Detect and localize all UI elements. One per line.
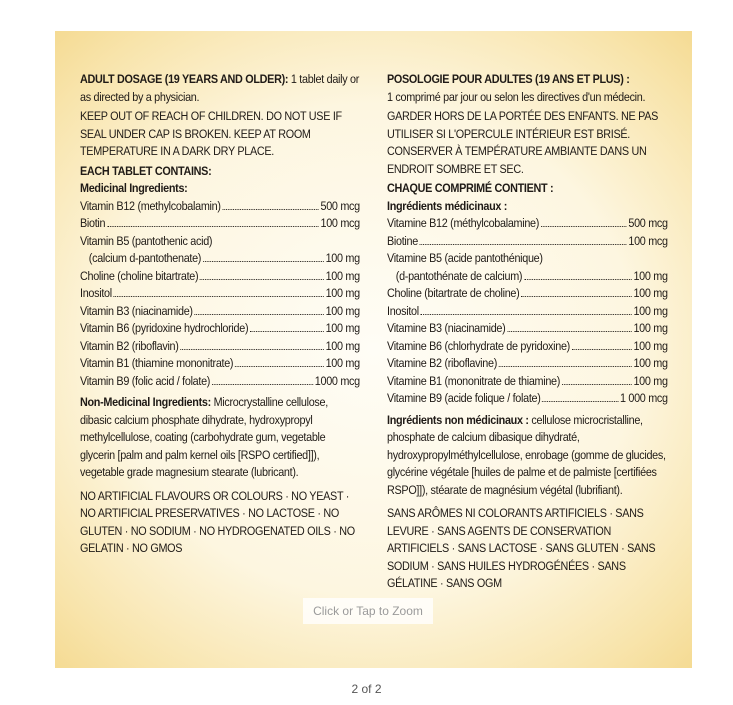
ingredient-amount: 1 000 mcg — [619, 391, 668, 405]
english-column — [80, 71, 360, 560]
dot-leader — [222, 209, 318, 210]
non-medicinal-heading: Ingrédients non médicinaux : — [387, 412, 529, 427]
ingredient-list — [387, 215, 668, 408]
dot-leader — [541, 226, 627, 227]
ingredient-name: Choline (bitartrate de choline) — [387, 286, 520, 300]
ingredient-amount: 100 mg — [633, 373, 668, 388]
dosage-heading: POSOLOGIE POUR ADULTES (19 ANS ET PLUS) : — [387, 72, 630, 86]
ingredient-list — [80, 198, 360, 391]
ingredient-name: Vitamine B12 (méthylcobalamine) — [387, 216, 540, 230]
non-medicinal-text: cellulose microcristalline, phosphate de calcium dibasique dihydraté, hydroxypropylméthylcellulose, enrobage (gomme de glucides, glycérine végétale [huiles de palme et de palmiste [certifiées RSPO]]), stéarate de magnésium végétal (lubrifiant). — [387, 412, 666, 497]
dot-leader — [562, 384, 632, 385]
ingredient-amount: 100 mg — [633, 356, 668, 370]
ingredient-row — [80, 268, 360, 286]
ingredient-name: Biotin — [80, 216, 106, 230]
ingredient-amount: 100 mg — [633, 303, 668, 318]
ingredient-amount: 100 mg — [633, 268, 668, 283]
ingredient-amount: 100 mcg — [628, 233, 668, 248]
ingredient-amount: 100 mg — [325, 286, 360, 300]
dot-leader — [542, 401, 618, 402]
dot-leader — [212, 384, 313, 385]
ingredient-row — [387, 250, 668, 268]
ingredient-row — [387, 320, 668, 338]
ingredient-amount: 100 mcg — [320, 216, 360, 230]
dosage-heading: ADULT DOSAGE (19 YEARS AND OLDER): — [80, 72, 289, 86]
ingredient-name: Vitamin B5 (pantothenic acid) — [80, 233, 213, 248]
dot-leader — [194, 314, 323, 315]
product-label-image[interactable] — [55, 31, 692, 668]
ingredient-amount: 500 mcg — [320, 198, 360, 213]
dot-leader — [420, 244, 627, 245]
ingredient-amount: 100 mg — [325, 338, 360, 353]
medicinal-heading: Medicinal Ingredients: — [80, 181, 188, 195]
ingredient-name: Vitamin B3 (niacinamide) — [80, 303, 193, 318]
warning-text: GARDER HORS DE LA PORTÉE DES ENFANTS. NE PAS UTILISER SI L'OPERCULE INTÉRIEUR EST BRISÉ. CONSERVER À TEMPÉRATURE AMBIANTE DANS UN ENDROIT SOMBRE ET SEC. — [387, 109, 659, 176]
ingredient-name: Choline (choline bitartrate) — [80, 268, 199, 283]
ingredient-name: Vitamin B1 (thiamine mononitrate) — [80, 356, 234, 370]
ingredient-name: Vitamin B12 (methylcobalamin) — [80, 198, 221, 213]
ingredient-row — [80, 285, 360, 303]
ingredient-row — [387, 233, 668, 251]
ingredient-name: Inositol — [80, 286, 112, 300]
dot-leader — [499, 366, 632, 367]
dot-leader — [200, 279, 324, 280]
ingredient-row — [80, 338, 360, 356]
ingredient-row — [387, 285, 668, 303]
ingredient-name: Vitamine B3 (niacinamide) — [387, 321, 506, 335]
free-from-text: SANS ARÔMES NI COLORANTS ARTIFICIELS · SANS LEVURE · SANS AGENTS DE CONSERVATION ARTIFICIELS · SANS LACTOSE · SANS GLUTEN · SANS SODIUM · SANS HUILES HYDROGÉNÉES · SANS GÉLATINE · SANS OGM — [387, 506, 656, 590]
ingredient-name: Inositol — [387, 303, 419, 318]
ingredient-row — [387, 355, 668, 373]
contains-heading: CHAQUE COMPRIMÉ CONTIENT : — [387, 181, 554, 195]
ingredient-row — [80, 215, 360, 233]
non-medicinal-heading: Non-Medicinal Ingredients: — [80, 395, 211, 409]
contains-heading: EACH TABLET CONTAINS: — [80, 163, 212, 178]
dot-leader — [203, 261, 324, 262]
ingredient-row — [387, 215, 668, 233]
ingredient-name: (calcium d-pantothenate) — [88, 251, 202, 265]
dot-leader — [250, 331, 324, 332]
ingredient-name: (d-pantothénate de calcium) — [395, 268, 523, 283]
ingredient-row — [80, 320, 360, 338]
ingredient-name: Vitamine B5 (acide pantothénique) — [387, 251, 543, 265]
dot-leader — [524, 279, 632, 280]
ingredient-row — [80, 250, 360, 268]
ingredient-amount: 100 mg — [325, 356, 360, 370]
dosage-text: 1 tablet daily or as directed by a physician. — [80, 72, 360, 104]
medicinal-heading: Ingrédients médicinaux : — [387, 198, 508, 213]
dot-leader — [107, 226, 319, 227]
ingredient-name: Vitamine B6 (chlorhydrate de pyridoxine) — [387, 338, 570, 353]
ingredient-amount: 500 mcg — [628, 216, 668, 230]
ingredient-name: Vitamine B2 (riboflavine) — [387, 356, 497, 370]
dot-leader — [180, 349, 323, 350]
ingredient-amount: 100 mg — [633, 321, 668, 335]
ingredient-row — [387, 303, 668, 321]
ingredient-amount: 100 mg — [325, 268, 360, 283]
ingredient-amount: 100 mg — [325, 321, 360, 335]
zoom-hint[interactable]: Click or Tap to Zoom — [303, 598, 433, 624]
dot-leader — [507, 331, 632, 332]
dosage-text: 1 comprimé par jour ou selon les directives d'un médecin. — [387, 89, 646, 104]
ingredient-amount: 1000 mcg — [314, 373, 360, 388]
non-medicinal-text: Microcrystalline cellulose, dibasic calcium phosphate dihydrate, hydroxypropyl methylcellulose, coating (carbohydrate gum, vegetable glycerin [palm and palm kernel oils [RSPO certified]]), vegetable grade magnesium stearate (lubricant). — [80, 395, 328, 479]
ingredient-row — [387, 390, 668, 408]
dot-leader — [235, 366, 324, 367]
french-column — [387, 71, 668, 595]
ingredient-name: Vitamin B9 (folic acid / folate) — [80, 373, 211, 388]
ingredient-row — [387, 338, 668, 356]
ingredient-amount: 100 mg — [325, 251, 360, 265]
ingredient-amount: 100 mg — [633, 338, 668, 353]
ingredient-amount: 100 mg — [325, 303, 360, 318]
ingredient-name: Vitamin B6 (pyridoxine hydrochloride) — [80, 321, 249, 335]
dot-leader — [572, 349, 632, 350]
ingredient-row — [80, 233, 360, 251]
ingredient-name: Vitamine B1 (mononitrate de thiamine) — [387, 373, 561, 388]
free-from-text: NO ARTIFICIAL FLAVOURS OR COLOURS · NO YEAST · NO ARTIFICIAL PRESERVATIVES · NO LACTOSE · NO GLUTEN · NO SODIUM · NO HYDROGENATED OILS · NO GELATIN · NO GMOS — [80, 488, 355, 555]
ingredient-row — [387, 373, 668, 391]
ingredient-row — [387, 268, 668, 286]
ingredient-row — [80, 198, 360, 216]
dot-leader — [421, 314, 632, 315]
ingredient-name: Vitamine B9 (acide folique / folate) — [387, 391, 541, 405]
ingredient-name: Vitamin B2 (riboflavin) — [80, 338, 179, 353]
ingredient-amount: 100 mg — [633, 286, 668, 300]
dot-leader — [114, 296, 324, 297]
dot-leader — [521, 296, 632, 297]
warning-text: KEEP OUT OF REACH OF CHILDREN. DO NOT USE IF SEAL UNDER CAP IS BROKEN. KEEP AT ROOM TEMPERATURE IN A DARK DRY PLACE. — [80, 109, 342, 158]
image-counter: 2 of 2 — [351, 682, 382, 696]
ingredient-row — [80, 355, 360, 373]
ingredient-name: Biotine — [387, 233, 418, 248]
ingredient-row — [80, 373, 360, 391]
ingredient-row — [80, 303, 360, 321]
